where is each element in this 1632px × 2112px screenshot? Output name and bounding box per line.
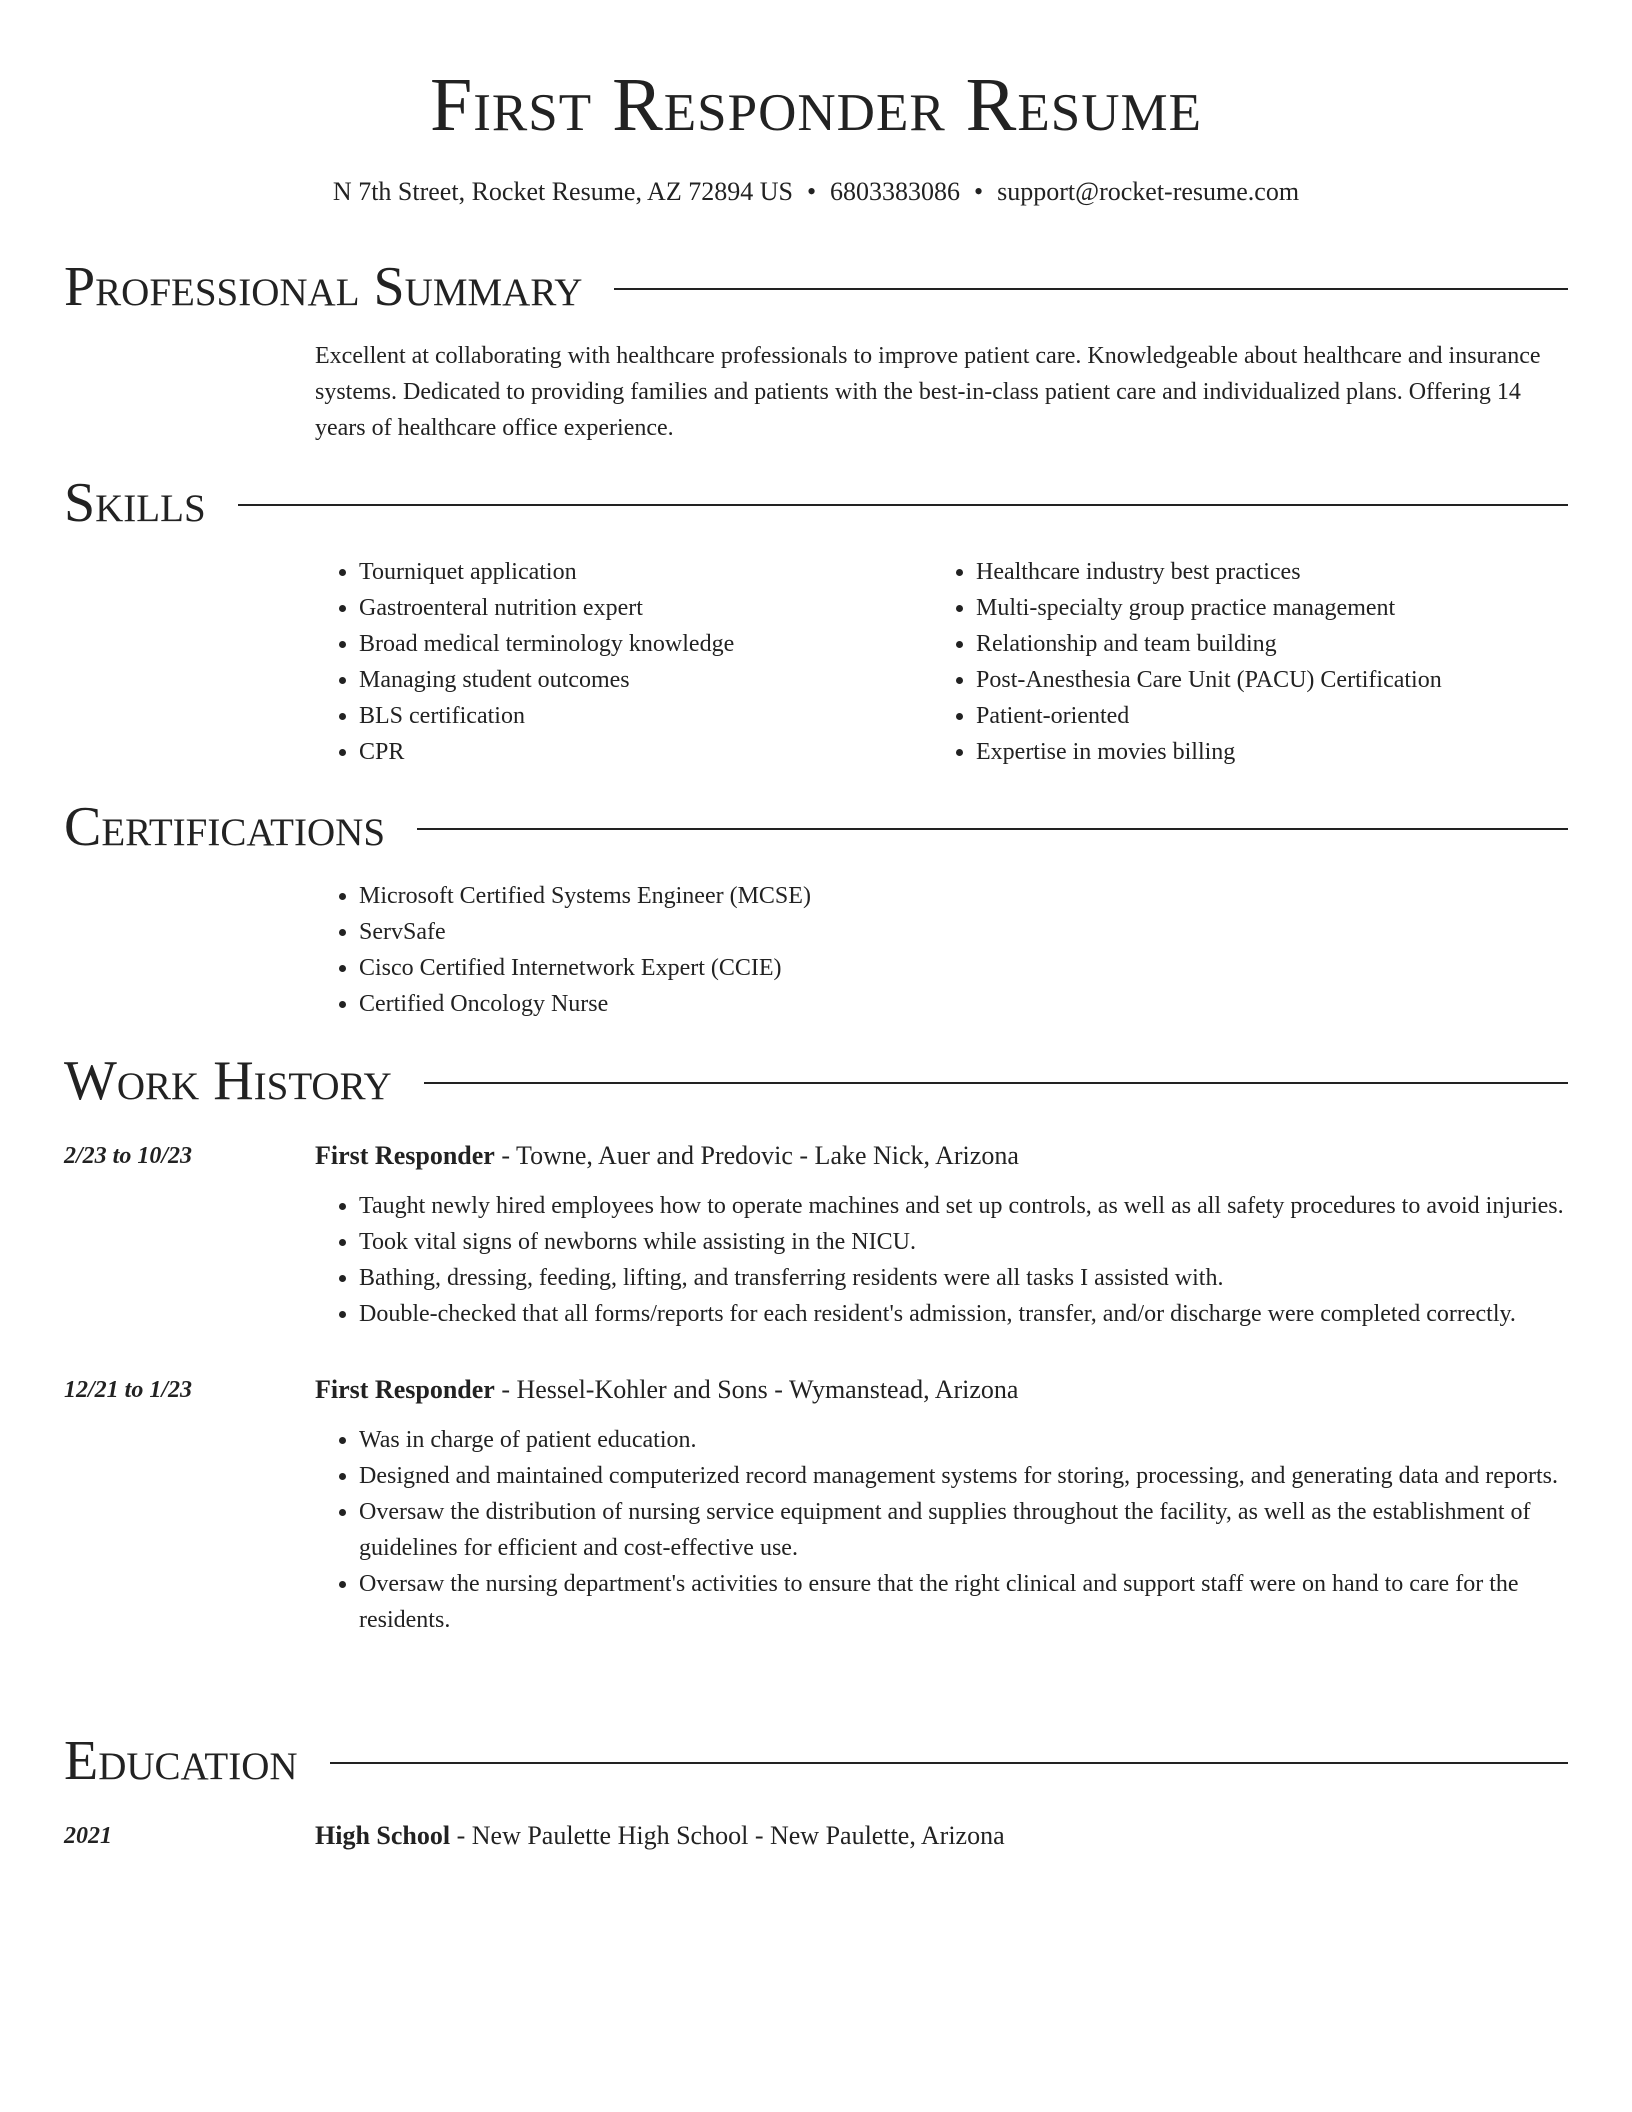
education-degree: High School [315,1821,451,1850]
section-divider [330,1762,1568,1764]
list-item: • Microsoft Certified Systems Engineer (MCSE) [359,878,1568,914]
job-entry [64,1372,1568,1638]
list-item: • Healthcare industry best practices [976,554,1549,590]
section-title-education: Education [64,1730,298,1792]
section-header [64,470,1568,536]
certifications-list [315,878,1568,1022]
education-year: 2021 [64,1823,112,1849]
contact-separator: • [974,177,984,206]
skills-section [64,470,1568,770]
list-item: • Gastroenteral nutrition expert [359,590,932,626]
education-entry [64,1818,1568,1854]
education-section [64,1728,1568,1854]
skills-list-left [315,554,932,770]
list-item: • Certified Oncology Nurse [359,986,1568,1022]
section-title-summary: Professional Summary [64,256,583,318]
section-header [64,794,1568,860]
list-item: • BLS certification [359,698,932,734]
education-line [315,1818,1568,1854]
contact-separator: • [806,177,817,206]
job-entry [64,1138,1568,1332]
job-dates: 12/21 to 1/23 [64,1377,193,1403]
section-header [64,1728,1568,1794]
contact-line [64,174,1568,210]
job-company: - Towne, Auer and Predovic - Lake Nick, Arizona [494,1141,1019,1170]
list-item: • Double-checked that all forms/reports for each resident's admission, transfer, and/or discharge were completed correctly. [359,1296,1568,1332]
section-divider [238,504,1568,506]
resume-title: First Responder Resume [429,63,1202,147]
section-divider [614,288,1568,290]
summary-text: Excellent at collaborating with healthcare professionals to improve patient care. Knowledgeable about healthcare and insurance systems. Dedicated to providing families and patients with the best-in-class patient care and individualized plans. Offering 14 years of healthcare office experience. [315,343,1541,441]
section-header [64,1048,1568,1114]
summary-section [64,254,1568,446]
section-divider [424,1082,1568,1084]
skills-list-right [932,554,1549,770]
list-item: • Took vital signs of newborns while assisting in the NICU. [359,1224,1568,1260]
education-school: - New Paulette High School - New Paulette, Arizona [450,1821,1005,1850]
list-item: • Taught newly hired employees how to operate machines and set up controls, as well as all safety procedures to avoid injuries. [359,1188,1568,1224]
contact-phone: 6803383086 [830,177,961,206]
job-title-line [315,1372,1568,1408]
list-item: • Was in charge of patient education. [359,1422,1568,1458]
list-item: • Oversaw the distribution of nursing service equipment and supplies throughout the facility, as well as the establishment of guidelines for efficient and cost-effective use. [359,1494,1568,1566]
contact-email: support@rocket-resume.com [997,177,1300,206]
list-item: • Multi-specialty group practice management [976,590,1549,626]
list-item: • Relationship and team building [976,626,1549,662]
list-item: • Tourniquet application [359,554,932,590]
work-history-section [64,1048,1568,1638]
list-item: • Cisco Certified Internetwork Expert (CCIE) [359,950,1568,986]
list-item: • Expertise in movies billing [976,734,1549,770]
job-role: First Responder [315,1375,495,1404]
list-item: • ServSafe [359,914,1568,950]
job-company: - Hessel-Kohler and Sons - Wymanstead, Arizona [494,1375,1019,1404]
job-bullets [315,1188,1568,1332]
list-item: • Broad medical terminology knowledge [359,626,932,662]
list-item: • CPR [359,734,932,770]
section-title-skills: Skills [64,472,206,534]
list-item: • Patient-oriented [976,698,1549,734]
list-item: • Designed and maintained computerized record management systems for storing, processing, and generating data and reports. [359,1458,1568,1494]
section-header [64,254,1568,320]
job-role: First Responder [315,1141,495,1170]
job-title-line [315,1138,1568,1174]
section-divider [417,828,1568,830]
list-item: • Oversaw the nursing department's activities to ensure that the right clinical and support staff were on hand to care for the residents. [359,1566,1568,1638]
certifications-section [64,794,1568,1022]
section-title-work-history: Work History [64,1050,392,1112]
list-item: • Bathing, dressing, feeding, lifting, and transferring residents were all tasks I assisted with. [359,1260,1568,1296]
contact-address: N 7th Street, Rocket Resume, AZ 72894 US [332,177,793,206]
list-item: • Managing student outcomes [359,662,932,698]
job-dates: 2/23 to 10/23 [64,1143,193,1169]
section-title-certifications: Certifications [64,796,386,858]
list-item: • Post-Anesthesia Care Unit (PACU) Certification [976,662,1549,698]
job-bullets [315,1422,1568,1638]
